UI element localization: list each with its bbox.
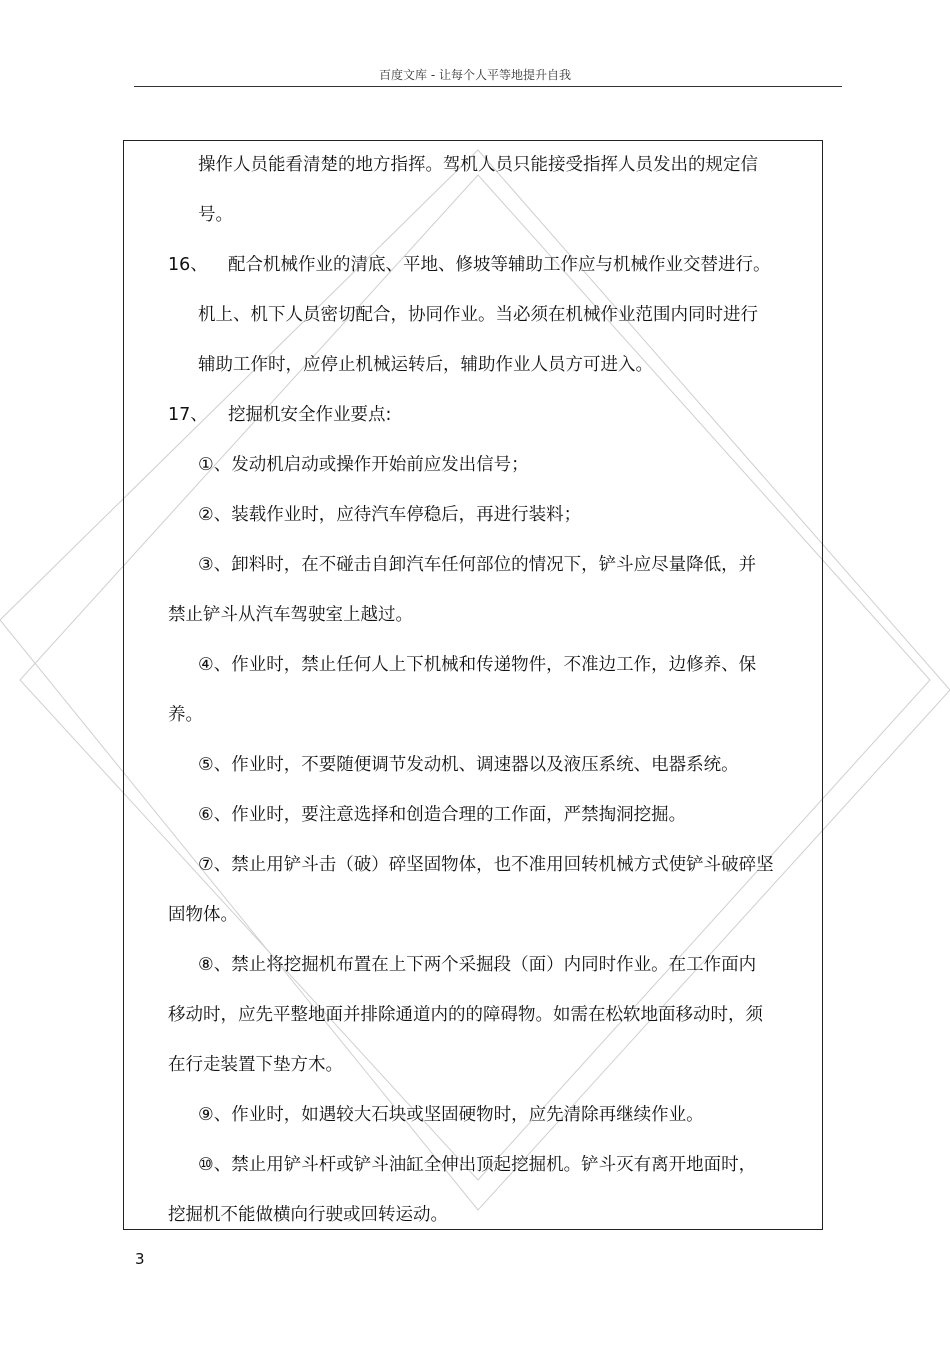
text-line: 固物体。 — [168, 905, 238, 925]
text-line: ⑨、作业时，如遇较大石块或坚固硬物时，应先清除再继续作业。 — [198, 1105, 704, 1125]
text-line: 在行走装置下垫方木。 — [168, 1055, 343, 1075]
item-16 — [168, 253, 771, 277]
header-rule — [134, 86, 842, 87]
page-number: 3 — [135, 1250, 145, 1268]
text-line: ⑥、作业时，要注意选择和创造合理的工作面，严禁掏洞挖掘。 — [198, 805, 687, 825]
text-line: 养。 — [168, 705, 203, 725]
text-line: ⑧、禁止将挖掘机布置在上下两个采掘段（面）内同时作业。在工作面内 — [198, 955, 757, 975]
text-line: 配合机械作业的清底、平地、修坡等辅助工作应与机械作业交替进行。 — [228, 255, 771, 275]
item-number: 17、 — [168, 405, 208, 425]
text-line: ④、作业时，禁止任何人上下机械和传递物件，不准边工作，边修养、保 — [198, 655, 757, 675]
item-17 — [168, 403, 391, 427]
text-line: ⑩、禁止用铲斗杆或铲斗油缸全伸出顶起挖掘机。铲斗灭有离开地面时， — [198, 1155, 757, 1175]
item-number: 16、 — [168, 255, 208, 275]
text-line: ③、卸料时，在不碰击自卸汽车任何部位的情况下，铲斗应尽量降低，并 — [198, 555, 757, 575]
text-line: 操作人员能看清楚的地方指挥。驾机人员只能接受指挥人员发出的规定信 — [198, 155, 758, 175]
text-line: 移动时，应先平整地面并排除通道内的的障碍物。如需在松软地面移动时，须 — [168, 1005, 763, 1025]
text-line: 机上、机下人员密切配合，协同作业。当必须在机械作业范围内同时进行 — [198, 305, 758, 325]
text-line: 号。 — [198, 205, 233, 225]
text-line: ⑤、作业时，不要随便调节发动机、调速器以及液压系统、电器系统。 — [198, 755, 739, 775]
text-line: 挖掘机不能做横向行驶或回转运动。 — [168, 1205, 448, 1225]
text-line: ②、装载作业时，应待汽车停稳后，再进行装料； — [198, 505, 582, 525]
text-line: 辅助工作时，应停止机械运转后，辅助作业人员方可进入。 — [198, 355, 653, 375]
text-line: ①、发动机启动或操作开始前应发出信号； — [198, 455, 529, 475]
page-header: 百度文库 - 让每个人平等地提升自我 — [379, 68, 571, 82]
text-line: 挖掘机安全作业要点: — [228, 405, 392, 425]
text-line: 禁止铲斗从汽车驾驶室上越过。 — [168, 605, 413, 625]
text-line: ⑦、禁止用铲斗击（破）碎坚固物体，也不准用回转机械方式使铲斗破碎坚 — [198, 855, 774, 875]
